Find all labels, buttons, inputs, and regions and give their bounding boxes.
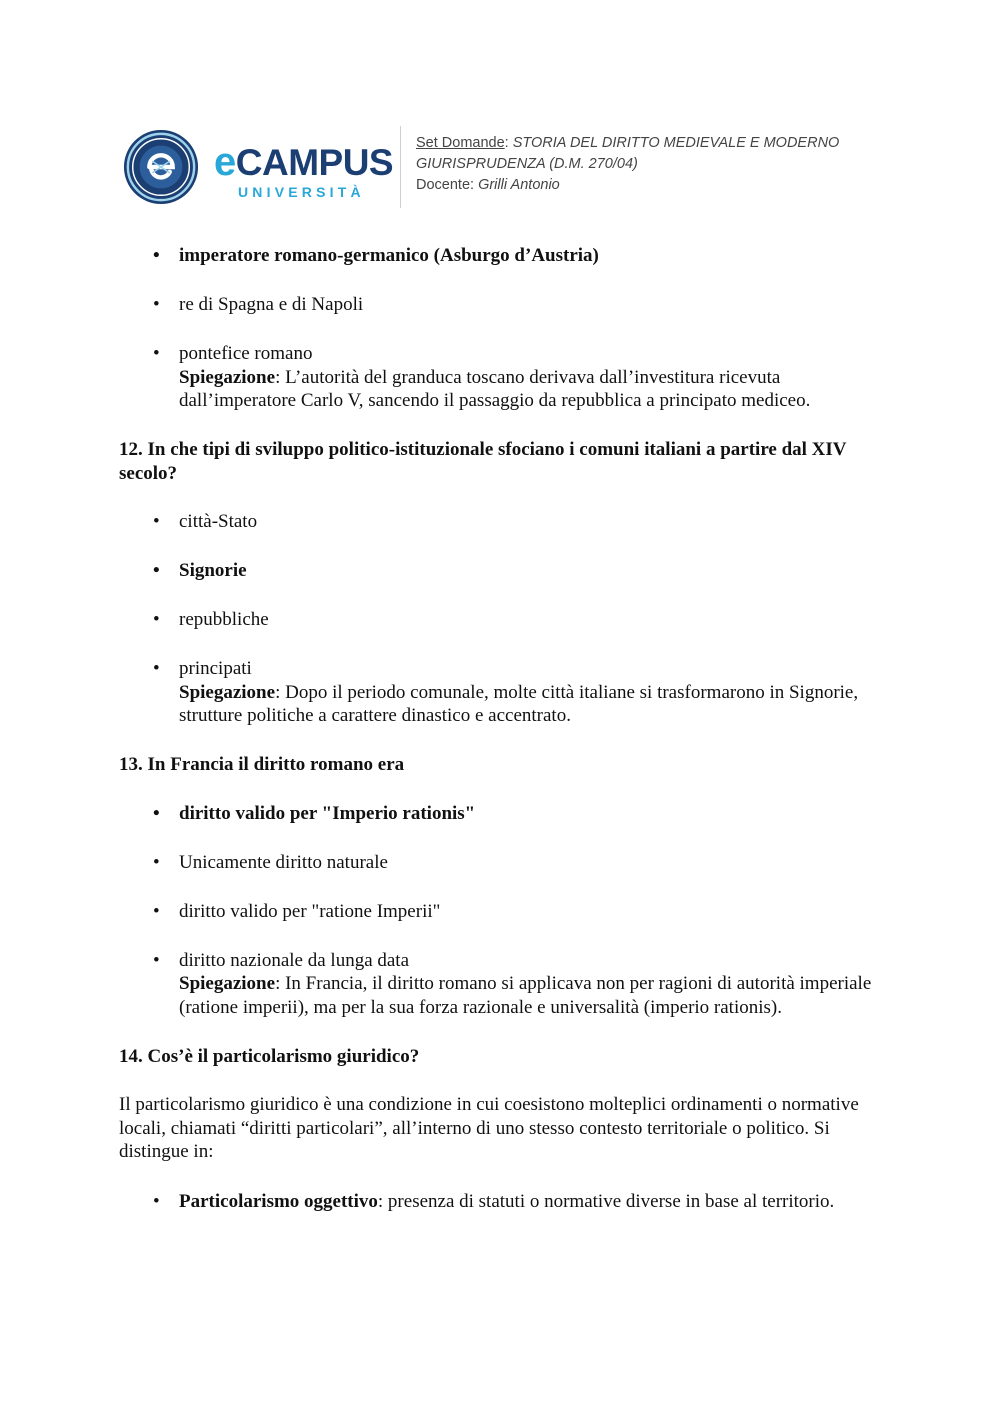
- explanation-label: Spiegazione: [179, 973, 276, 994]
- bullet-icon: •: [153, 949, 160, 971]
- bullet-icon: •: [153, 1190, 160, 1212]
- university-seal-icon: [122, 128, 200, 206]
- question-14: 14. Cos’è il particolarismo giuridico?: [119, 1045, 420, 1067]
- list-item: • diritto valido per "ratione Imperii": [153, 900, 441, 922]
- set-line: Set Domande: STORIA DEL DIRITTO MEDIEVALE E MODERNO: [416, 135, 840, 151]
- list-item: • diritto nazionale da lunga data Spiegazione: In Francia, il diritto romano si applicava non per ragioni di autorità imperiale (ratione imperii), ma per la sua forza razionale e universalità (imperio rationis).: [153, 949, 872, 1018]
- explanation-label: Spiegazione: [179, 366, 276, 388]
- bullet-icon: •: [153, 294, 160, 315]
- set-value-2: GIURISPRUDENZA (D.M. 270/04): [416, 156, 638, 172]
- logo-subtext: UNIVERSITÀ: [238, 184, 365, 200]
- q11-options: [119, 244, 899, 413]
- teacher-line: Docente: Grilli Antonio: [416, 177, 560, 193]
- explanation-text: : L’autorità del granduca toscano derivava dall’investitura ricevuta dall’imperatore Carlo V, sancendo il passaggio da repubblica a principato mediceo.: [179, 366, 811, 411]
- list-item: • principati Spiegazione: Dopo il periodo comunale, molte città italiane si trasformarono in Signorie, strutture politiche a carattere dinastico e accentrato.: [153, 658, 859, 726]
- bullet-icon: •: [153, 245, 160, 266]
- explanation-label: Spiegazione: [179, 681, 276, 703]
- set-value: STORIA DEL DIRITTO MEDIEVALE E MODERNO: [512, 135, 840, 151]
- list-item: • diritto valido per "Imperio rationis": [153, 802, 476, 824]
- list-item: • Signorie: [153, 560, 247, 581]
- document-header: [120, 124, 880, 210]
- list-item: • re di Spagna e di Napoli: [153, 294, 364, 315]
- q12-options: [119, 510, 899, 728]
- header-divider: [400, 126, 401, 208]
- list-item: • città-Stato: [153, 511, 258, 532]
- teacher-value: Grilli Antonio: [478, 177, 560, 193]
- course-meta: [416, 133, 839, 196]
- q13-options: [119, 802, 899, 1020]
- q14-items: [119, 1190, 899, 1214]
- list-item: • pontefice romano Spiegazione: L’autorità del granduca toscano derivava dall’investitura ricevuta dall’imperatore Carlo V, sancendo il passaggio da repubblica a principato mediceo.: [153, 343, 811, 411]
- set-label: Set Domande: [416, 135, 505, 151]
- teacher-label: Docente: [416, 177, 471, 193]
- set-line-2: [416, 154, 839, 175]
- list-item: • repubbliche: [153, 609, 269, 630]
- bullet-icon: •: [153, 511, 160, 532]
- document-body: [119, 244, 899, 1239]
- bullet-icon: •: [153, 851, 160, 873]
- question-12: 12. In che tipi di sviluppo politico-istituzionale sfociano i comuni italiani a partire dal XIV secolo?: [119, 439, 847, 484]
- explanation-text: : Dopo il periodo comunale, molte città italiane si trasformarono in Signorie, strutture politiche a carattere dinastico e accentrato.: [179, 681, 859, 726]
- bullet-icon: •: [153, 802, 160, 824]
- explanation-text: : In Francia, il diritto romano si applicava non per ragioni di autorità imperiale (ratione imperii), ma per la sua forza razionale e universalità (imperio rationis).: [179, 973, 872, 1018]
- paragraph: Il particolarismo giuridico è una condizione in cui coesistono molteplici ordinamenti o normative locali, chiamati “diritti particolari”, all’interno di uno stesso contesto territoriale o politico. Si distingue in:: [119, 1094, 859, 1162]
- bullet-icon: •: [153, 560, 160, 581]
- bullet-icon: •: [153, 343, 160, 364]
- bullet-icon: •: [153, 658, 160, 679]
- term: Particolarismo oggettivo: [179, 1190, 378, 1212]
- question-13: 13. In Francia il diritto romano era: [119, 754, 405, 775]
- ecampus-logo: [120, 124, 394, 210]
- list-item: • Unicamente diritto naturale: [153, 851, 388, 873]
- bullet-icon: •: [153, 900, 160, 922]
- logo-wordmark: eCAMPUS: [214, 140, 394, 184]
- bullet-icon: •: [153, 609, 160, 630]
- list-item: • Particolarismo oggettivo: presenza di statuti o normative diverse in base al territorio.: [153, 1190, 835, 1212]
- list-item: • imperatore romano-germanico (Asburgo d’Austria): [153, 245, 599, 266]
